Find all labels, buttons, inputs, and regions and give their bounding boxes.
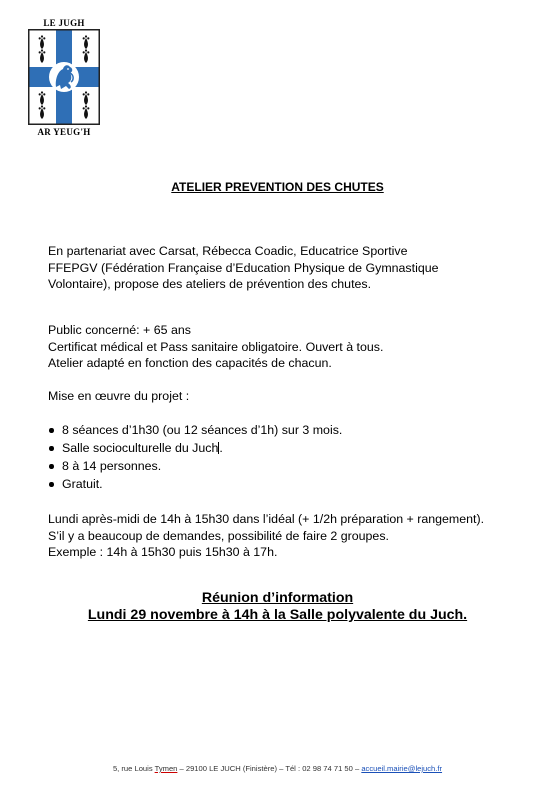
project-bullet-list: [48, 421, 342, 493]
list-item: [48, 475, 342, 493]
schedule-line: Lundi après-midi de 14h à 15h30 dans l’idéal (+ 1/2h préparation + rangement).: [48, 512, 485, 526]
intro-line: Volontaire), propose des ateliers de prévention des chutes.: [48, 277, 372, 291]
schedule-line: Exemple : 14h à 15h30 puis 15h30 à 17h.: [48, 545, 278, 559]
public-line: Public concerné: + 65 ans: [48, 323, 191, 337]
list-item: [48, 421, 342, 439]
public-line: Certificat médical et Pass sanitaire obligatoire. Ouvert à tous.: [48, 339, 384, 354]
meeting-details: Lundi 29 novembre à 14h à la Salle polyvalente du Juch.: [87, 607, 468, 623]
email-link[interactable]: accueil.mairie@lejuch.fr: [361, 764, 443, 773]
list-item-text: Salle socioculturelle du Juch: [62, 441, 219, 455]
logo-bottom-text: AR YEUG'H: [37, 127, 91, 137]
list-item-text: Gratuit.: [62, 477, 103, 491]
footer-text: – 29100 LE JUCH (Finistère) – Tél : 02 98 74 71 50 –: [177, 764, 362, 773]
intro-line: FFEPGV (Fédération Française d’Education Physique de Gymnastique: [48, 260, 439, 275]
footer-text: 5, rue Louis: [112, 764, 155, 773]
meeting-title: Réunion d’information: [201, 590, 354, 606]
public-paragraph: [48, 322, 383, 372]
intro-paragraph: [48, 243, 439, 293]
project-heading: Mise en œuvre du projet :: [48, 389, 190, 403]
logo-top-text: LE JUGH: [43, 18, 85, 28]
public-line: Atelier adapté en fonction des capacités de chacun.: [48, 356, 332, 370]
schedule-paragraph: [48, 511, 484, 561]
schedule-line: S’il y a beaucoup de demandes, possibilité de faire 2 groupes.: [48, 528, 389, 543]
list-item: [48, 457, 342, 475]
list-item-text: 8 à 14 personnes.: [62, 459, 162, 473]
list-item-suffix: .: [219, 441, 223, 455]
list-item: [48, 439, 342, 457]
footer-street-name: Tymen: [154, 764, 178, 773]
town-logo: [28, 18, 100, 140]
footer-address: [0, 764, 555, 773]
list-item-text: 8 séances d’1h30 (ou 12 séances d’1h) sur 3 mois.: [62, 423, 343, 437]
intro-line: En partenariat avec Carsat, Rébecca Coadic, Educatrice Sportive: [48, 244, 408, 258]
meeting-announcement: [0, 590, 555, 624]
coat-of-arms-icon: [28, 29, 100, 125]
page-title: ATELIER PREVENTION DES CHUTES: [171, 180, 384, 194]
